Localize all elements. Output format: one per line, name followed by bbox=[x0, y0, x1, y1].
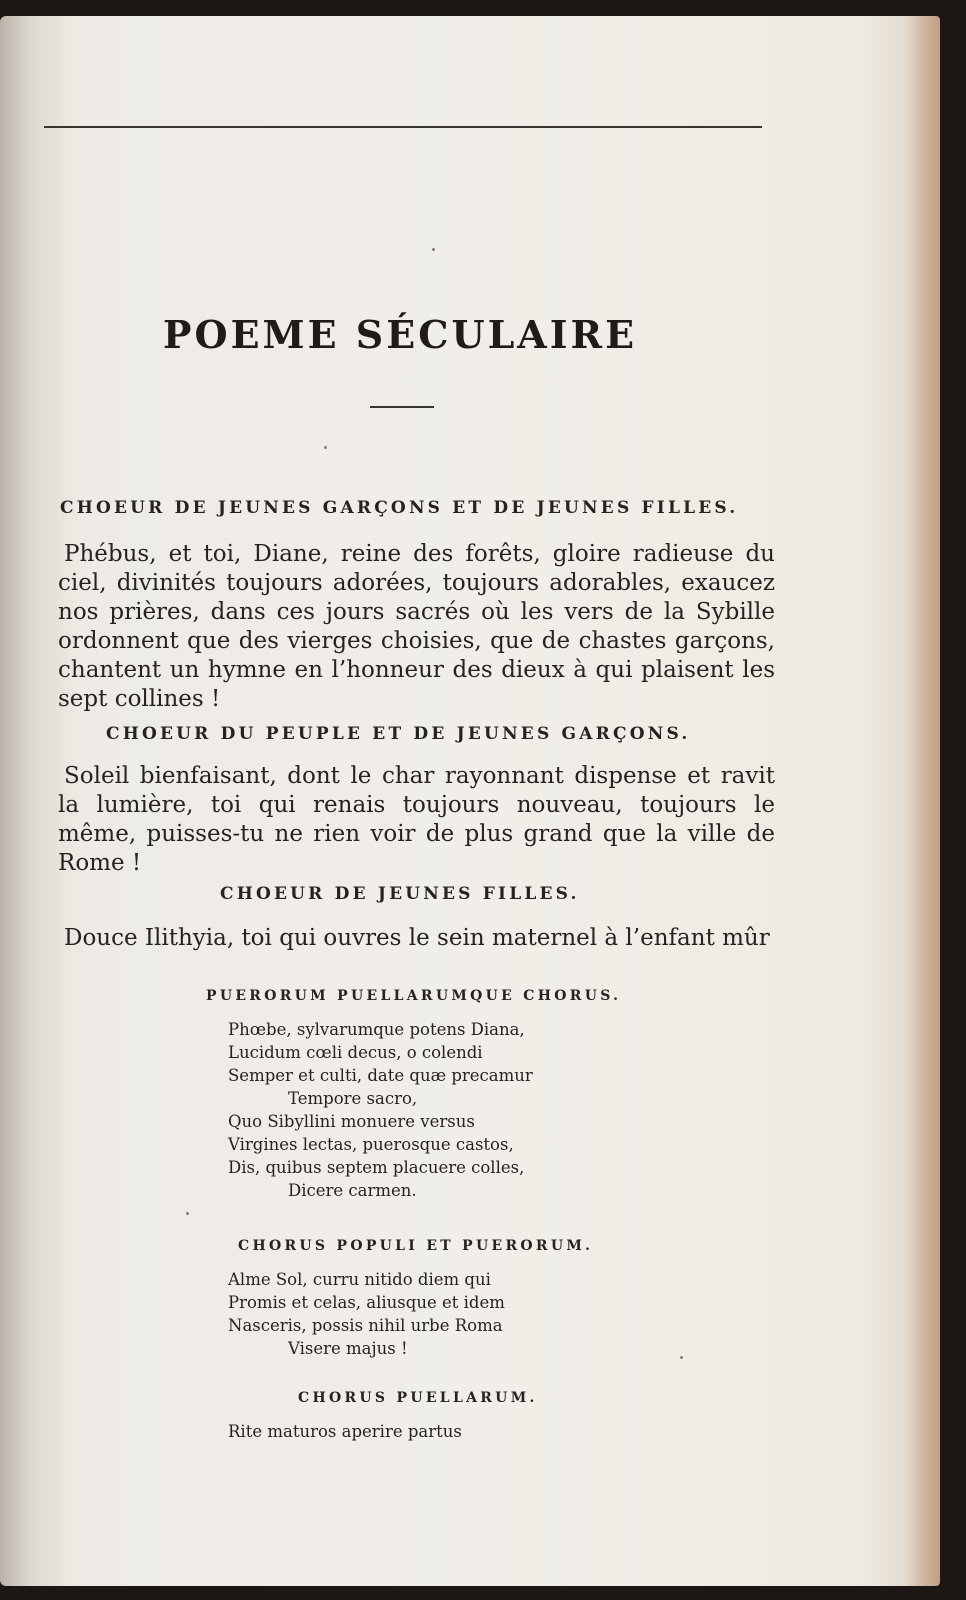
french-section-1 bbox=[58, 498, 775, 714]
french-heading-2: CHOEUR DU PEUPLE ET DE JEUNES GARÇONS. bbox=[106, 724, 691, 744]
verse-line: Lucidum cœli decus, o colendi bbox=[228, 1043, 483, 1062]
latin-heading-2: CHORUS POPULI ET PUERORUM. bbox=[238, 1238, 594, 1254]
verse-line: Promis et celas, aliusque et idem bbox=[228, 1293, 505, 1312]
verse-line: Dis, quibus septem placuere colles, bbox=[228, 1158, 525, 1177]
french-paragraph-1: Phébus, et toi, Diane, reine des forêts, gloire radieuse du ciel, divinités toujours adorées, toujours adorables, exaucez nos prières, dans ces jours sacrés où les vers de la Sybille ordonnent que des vierges choisies, que de chastes garçons, chantent un hymne en l’honneur des dieux à qui plaisent les sept collines ! bbox=[58, 541, 775, 712]
french-heading-3: CHOEUR DE JEUNES FILLES. bbox=[220, 884, 580, 904]
french-paragraph-2: Soleil bienfaisant, dont le char rayonnant dispense et ravit la lumière, toi qui renais toujours nouveau, toujours le même, puisses-tu ne rien voir de plus grand que la ville de Rome ! bbox=[58, 763, 775, 876]
verse-line: Dicere carmen. bbox=[288, 1181, 417, 1200]
paper-speck bbox=[432, 248, 435, 251]
verse-line: Semper et culti, date quæ precamur bbox=[228, 1066, 533, 1085]
latin-section-3 bbox=[228, 1390, 648, 1443]
french-heading-1: CHOEUR DE JEUNES GARÇONS ET DE JEUNES FILLES. bbox=[60, 498, 739, 518]
header-rule bbox=[44, 126, 762, 128]
paper-speck bbox=[680, 1356, 683, 1359]
verse-line: Quo Sibyllini monuere versus bbox=[228, 1112, 475, 1131]
verse-line: Alme Sol, curru nitido diem qui bbox=[228, 1270, 491, 1289]
page-title: POEME SÉCULAIRE bbox=[162, 312, 638, 357]
french-paragraph-3: Douce Ilithyia, toi qui ouvres le sein maternel à l’enfant mûr bbox=[64, 925, 770, 951]
verse-line: Rite maturos aperire partus bbox=[228, 1422, 462, 1441]
book-page bbox=[0, 16, 940, 1586]
verse-line: Virgines lectas, puerosque castos, bbox=[228, 1135, 514, 1154]
latin-section-1 bbox=[206, 988, 648, 1202]
french-section-3 bbox=[58, 884, 775, 953]
latin-section-2 bbox=[228, 1238, 648, 1360]
paper-speck bbox=[186, 1212, 189, 1215]
verse-line: Nasceris, possis nihil urbe Roma bbox=[228, 1316, 503, 1335]
latin-heading-3: CHORUS PUELLARUM. bbox=[298, 1390, 538, 1406]
verse-line: Tempore sacro, bbox=[288, 1089, 418, 1108]
title-rule bbox=[370, 406, 434, 408]
verse-line: Visere majus ! bbox=[288, 1339, 408, 1358]
french-section-2 bbox=[58, 724, 775, 878]
latin-heading-1: PUERORUM PUELLARUMQUE CHORUS. bbox=[206, 988, 622, 1004]
verse-line: Phœbe, sylvarumque potens Diana, bbox=[228, 1020, 525, 1039]
paper-speck bbox=[324, 446, 327, 449]
